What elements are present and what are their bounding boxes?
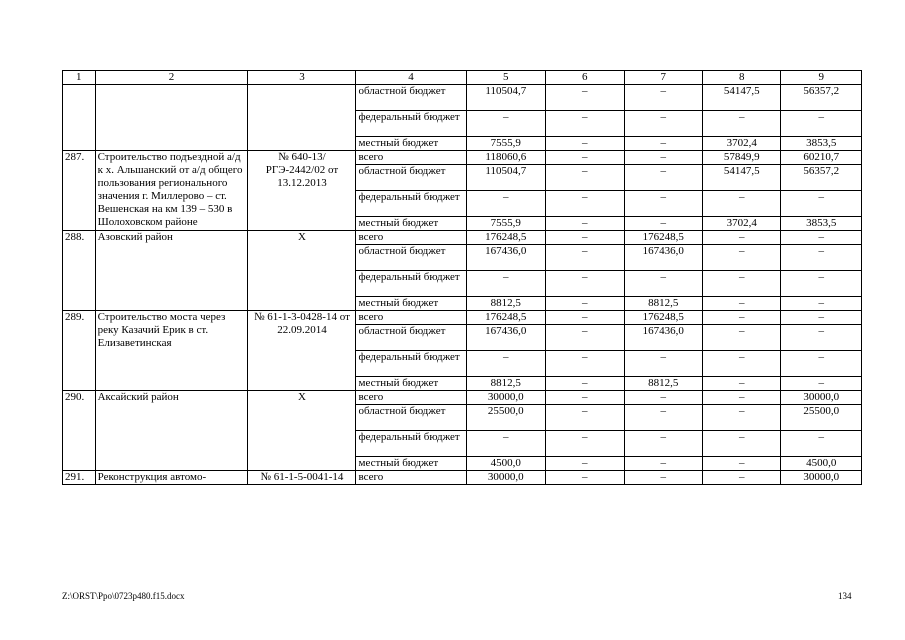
amount-cell: 167436,0: [624, 325, 702, 351]
funding-source: всего: [356, 151, 466, 165]
amount-cell: –: [702, 111, 780, 137]
amount-cell: 176248,5: [466, 231, 545, 245]
amount-cell: –: [624, 191, 702, 217]
col-header-1: 1: [63, 71, 96, 85]
amount-cell: –: [546, 245, 624, 271]
object-name: Азовский район: [95, 231, 248, 311]
amount-cell: 176248,5: [624, 311, 702, 325]
object-name: [95, 85, 248, 151]
amount-cell: –: [702, 457, 780, 471]
amount-cell: –: [702, 245, 780, 271]
amount-cell: –: [624, 85, 702, 111]
amount-cell: 7555,9: [466, 137, 545, 151]
amount-cell: –: [781, 297, 862, 311]
amount-cell: –: [546, 85, 624, 111]
amount-cell: –: [781, 351, 862, 377]
amount-cell: –: [546, 137, 624, 151]
amount-cell: –: [546, 377, 624, 391]
amount-cell: –: [702, 351, 780, 377]
amount-cell: –: [546, 457, 624, 471]
funding-source: областной бюджет: [356, 405, 466, 431]
amount-cell: –: [702, 471, 780, 485]
amount-cell: –: [624, 151, 702, 165]
amount-cell: 56357,2: [781, 165, 862, 191]
table-row: [63, 471, 862, 485]
amount-cell: –: [624, 471, 702, 485]
amount-cell: –: [624, 457, 702, 471]
amount-cell: 30000,0: [781, 391, 862, 405]
amount-cell: –: [546, 311, 624, 325]
funding-source: областной бюджет: [356, 325, 466, 351]
amount-cell: –: [781, 231, 862, 245]
amount-cell: 7555,9: [466, 217, 545, 231]
amount-cell: 54147,5: [702, 165, 780, 191]
amount-cell: –: [546, 325, 624, 351]
amount-cell: 8812,5: [624, 377, 702, 391]
funding-source: областной бюджет: [356, 165, 466, 191]
funding-source: федеральный бюджет: [356, 431, 466, 457]
col-header-2: 2: [95, 71, 248, 85]
amount-cell: –: [546, 471, 624, 485]
amount-cell: 8812,5: [466, 377, 545, 391]
document-ref: № 61-1-5-0041-14: [248, 471, 356, 485]
col-header-4: 4: [356, 71, 466, 85]
table-body: [63, 85, 862, 485]
amount-cell: 4500,0: [466, 457, 545, 471]
object-name: Аксайский район: [95, 391, 248, 471]
amount-cell: –: [546, 191, 624, 217]
row-number: 288.: [63, 231, 96, 311]
table-row: [63, 231, 862, 245]
funding-source: всего: [356, 391, 466, 405]
amount-cell: –: [702, 297, 780, 311]
amount-cell: –: [702, 311, 780, 325]
funding-source: федеральный бюджет: [356, 191, 466, 217]
amount-cell: –: [624, 431, 702, 457]
amount-cell: 167436,0: [624, 245, 702, 271]
funding-source: местный бюджет: [356, 377, 466, 391]
row-number: 289.: [63, 311, 96, 391]
col-header-9: 9: [781, 71, 862, 85]
object-name: Строительство моста через реку Казачий Ерик в ст. Елизаветинская: [95, 311, 248, 391]
amount-cell: 54147,5: [702, 85, 780, 111]
amount-cell: 110504,7: [466, 165, 545, 191]
amount-cell: –: [702, 191, 780, 217]
amount-cell: 4500,0: [781, 457, 862, 471]
funding-source: федеральный бюджет: [356, 271, 466, 297]
amount-cell: 30000,0: [781, 471, 862, 485]
amount-cell: –: [702, 431, 780, 457]
amount-cell: –: [781, 377, 862, 391]
amount-cell: 25500,0: [781, 405, 862, 431]
amount-cell: –: [781, 111, 862, 137]
footer-file-path: Z:\ORST\Ppo\0723p480.f15.docx: [62, 591, 185, 601]
funding-source: местный бюджет: [356, 137, 466, 151]
amount-cell: 110504,7: [466, 85, 545, 111]
header-row: [63, 71, 862, 85]
amount-cell: –: [466, 111, 545, 137]
amount-cell: 167436,0: [466, 245, 545, 271]
amount-cell: 8812,5: [466, 297, 545, 311]
amount-cell: –: [624, 165, 702, 191]
amount-cell: –: [781, 245, 862, 271]
table-row: [63, 391, 862, 405]
col-header-3: 3: [248, 71, 356, 85]
amount-cell: –: [624, 351, 702, 377]
amount-cell: –: [546, 151, 624, 165]
amount-cell: –: [546, 271, 624, 297]
amount-cell: –: [546, 431, 624, 457]
amount-cell: –: [702, 391, 780, 405]
amount-cell: 57849,9: [702, 151, 780, 165]
funding-source: федеральный бюджет: [356, 351, 466, 377]
table-row: [63, 151, 862, 165]
funding-source: областной бюджет: [356, 85, 466, 111]
amount-cell: –: [702, 405, 780, 431]
funding-source: местный бюджет: [356, 297, 466, 311]
document-ref: [248, 85, 356, 151]
funding-source: федеральный бюджет: [356, 111, 466, 137]
amount-cell: 3853,5: [781, 137, 862, 151]
amount-cell: 60210,7: [781, 151, 862, 165]
amount-cell: –: [466, 431, 545, 457]
row-number: 290.: [63, 391, 96, 471]
amount-cell: 118060,6: [466, 151, 545, 165]
col-header-8: 8: [702, 71, 780, 85]
row-number: 291.: [63, 471, 96, 485]
funding-source: всего: [356, 231, 466, 245]
funding-source: всего: [356, 311, 466, 325]
amount-cell: –: [546, 405, 624, 431]
amount-cell: 167436,0: [466, 325, 545, 351]
amount-cell: –: [466, 271, 545, 297]
document-ref: № 61-1-3-0428-14 от 22.09.2014: [248, 311, 356, 391]
amount-cell: –: [546, 165, 624, 191]
col-header-6: 6: [546, 71, 624, 85]
amount-cell: –: [702, 377, 780, 391]
amount-cell: –: [624, 391, 702, 405]
amount-cell: –: [546, 231, 624, 245]
document-ref: № 640-13/РГЭ-2442/02 от 13.12.2013: [248, 151, 356, 231]
amount-cell: –: [624, 137, 702, 151]
amount-cell: –: [781, 191, 862, 217]
amount-cell: 176248,5: [466, 311, 545, 325]
document-ref: Х: [248, 231, 356, 311]
amount-cell: 3702,4: [702, 217, 780, 231]
amount-cell: –: [466, 191, 545, 217]
amount-cell: 3853,5: [781, 217, 862, 231]
amount-cell: 25500,0: [466, 405, 545, 431]
table-row: [63, 85, 862, 111]
amount-cell: –: [781, 311, 862, 325]
funding-source: областной бюджет: [356, 245, 466, 271]
amount-cell: –: [466, 351, 545, 377]
amount-cell: 176248,5: [624, 231, 702, 245]
col-header-5: 5: [466, 71, 545, 85]
amount-cell: –: [546, 391, 624, 405]
amount-cell: 56357,2: [781, 85, 862, 111]
col-header-7: 7: [624, 71, 702, 85]
budget-table: [62, 70, 862, 485]
funding-source: местный бюджет: [356, 217, 466, 231]
object-name: Реконструкция автомо-: [95, 471, 248, 485]
table-row: [63, 311, 862, 325]
funding-source: всего: [356, 471, 466, 485]
funding-source: местный бюджет: [356, 457, 466, 471]
amount-cell: –: [624, 271, 702, 297]
footer-page-number: 134: [838, 591, 852, 601]
amount-cell: –: [781, 271, 862, 297]
amount-cell: –: [702, 271, 780, 297]
amount-cell: –: [546, 217, 624, 231]
row-number: 287.: [63, 151, 96, 231]
amount-cell: –: [624, 405, 702, 431]
amount-cell: –: [702, 231, 780, 245]
amount-cell: –: [781, 431, 862, 457]
amount-cell: –: [546, 297, 624, 311]
amount-cell: 30000,0: [466, 391, 545, 405]
amount-cell: –: [624, 217, 702, 231]
amount-cell: 3702,4: [702, 137, 780, 151]
object-name: Строительство подъездной а/д к х. Альшанский от а/д общего пользования регионального значения г. Миллерово – ст. Вешенская на км 139 – 530 в Шолоховском районе: [95, 151, 248, 231]
amount-cell: –: [546, 351, 624, 377]
amount-cell: –: [781, 325, 862, 351]
amount-cell: 30000,0: [466, 471, 545, 485]
amount-cell: –: [702, 325, 780, 351]
amount-cell: –: [624, 111, 702, 137]
row-number: [63, 85, 96, 151]
amount-cell: 8812,5: [624, 297, 702, 311]
document-ref: Х: [248, 391, 356, 471]
amount-cell: –: [546, 111, 624, 137]
